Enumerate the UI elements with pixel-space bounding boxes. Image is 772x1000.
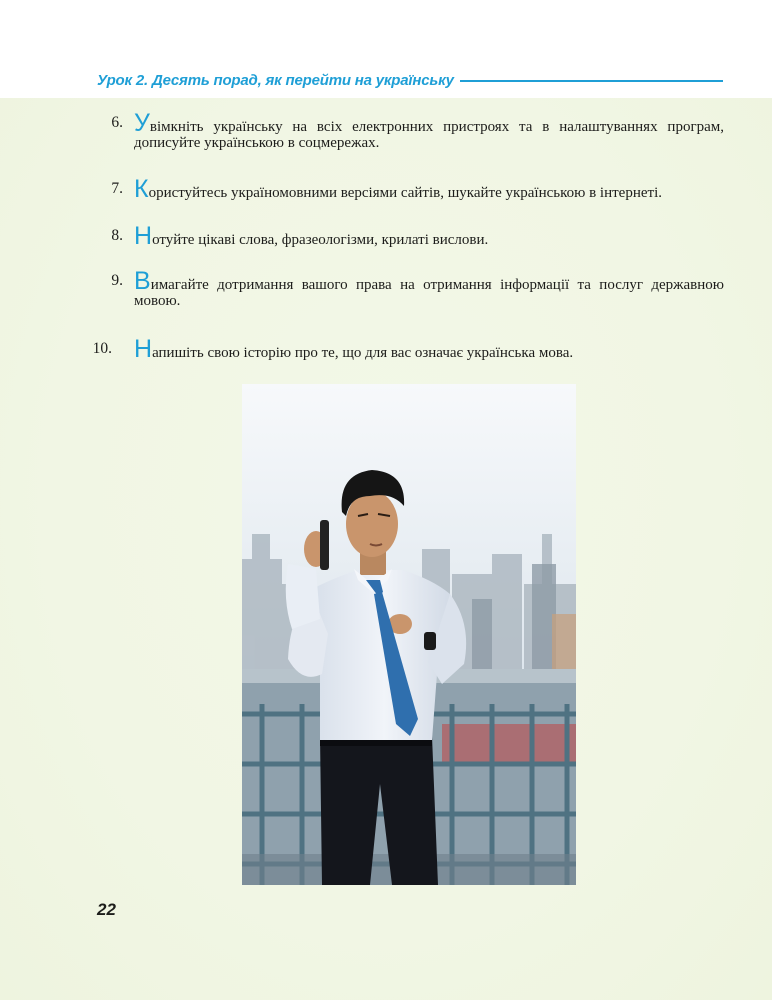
tips-list xyxy=(0,0,772,380)
tip-number: 8. xyxy=(111,227,123,244)
tip-line-2: мовою. xyxy=(134,293,181,309)
tip-initial: Н xyxy=(134,222,153,250)
tip-initial: В xyxy=(134,267,151,295)
tip-number: 10. xyxy=(92,340,112,357)
tip-text: ористуйтесь україномовними версіями сайтів, шукайте українською в інтернеті. xyxy=(148,185,662,201)
photo-illustration xyxy=(242,384,576,885)
tip-line xyxy=(134,222,489,250)
tip-number: 6. xyxy=(111,114,123,131)
page-number: 22 xyxy=(97,900,116,919)
photo-man-on-phone xyxy=(242,384,576,885)
tip-text: отуйте цікаві слова, фразеологізми, крилаті вислови. xyxy=(152,232,489,248)
tip-initial: У xyxy=(134,109,150,137)
tip-text: имагайте дотримання вашого права на отримання інформації та послуг державною xyxy=(150,277,724,293)
tip-line xyxy=(134,267,724,295)
tip-number: 9. xyxy=(111,272,123,289)
tip-line-2: дописуйте українською в соцмережах. xyxy=(134,135,380,151)
tip-line xyxy=(134,175,662,203)
tip-text: апишіть свою історію про те, що для вас означає українська мова. xyxy=(152,345,574,361)
lesson-title: Урок 2. Десять порад, як перейти на українську xyxy=(97,71,454,89)
tip-number: 7. xyxy=(111,180,123,197)
tip-initial: Н xyxy=(134,335,153,363)
tip-line xyxy=(134,335,574,363)
phone xyxy=(320,520,329,570)
tip-text: вімкніть українську на всіх електронних пристроях та в налаштуваннях програм, xyxy=(149,119,724,135)
tip-initial: К xyxy=(134,175,149,203)
